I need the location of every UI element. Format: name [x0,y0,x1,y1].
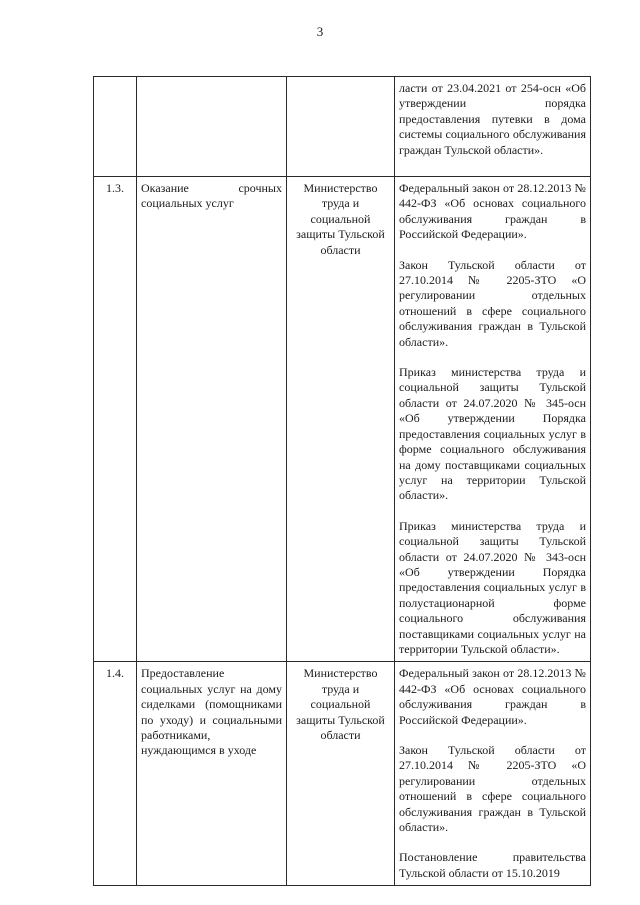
row-number-cell [94,77,137,177]
table-row [94,662,591,886]
responsible-body-cell [287,77,395,177]
row-number-cell: 1.3. [94,177,137,662]
legal-act-paragraph: Закон Тульской области от 27.10.2014 № 2205-ЗТО «О регулировании отдельных отношений в сфере социального обслуживания граждан в Тульской области». [399,743,586,835]
table-row [94,77,591,177]
row-number-cell: 1.4. [94,662,137,886]
legal-acts-cell [395,177,591,662]
legal-act-paragraph: Приказ министерства труда и социальной защиты Тульской области от 24.07.2020 № 343-осн «Об утверждении Порядка предоставления социальных услуг в полустационарной форме социального обслуживания поставщиками социальных услуг на территории Тульской области». [399,518,586,656]
page-number: 3 [316,24,324,39]
responsible-body-cell: Министерство труда и социальной защиты Тульской области [287,662,395,886]
legal-act-paragraph: Федеральный закон от 28.12.2013 № 442-ФЗ «Об основах социального обслуживания граждан в Российской Федерации». [399,181,586,242]
legal-act-paragraph: Закон Тульской области от 27.10.2014 № 2205-ЗТО «О регулировании отдельных отношений в сфере социального обслуживания граждан в Тульской области». [399,257,586,349]
table-row [94,177,591,662]
service-name-cell: Оказание срочных социальных услуг [137,177,287,662]
legal-acts-cell [395,77,591,177]
legal-act-paragraph: Постановление правительства Тульской области от 15.10.2019 [399,850,586,880]
service-name-cell: Предоставление социальных услуг на дому сиделками (помощниками по уходу) и социальными работниками, нуждающимся в уходе [137,662,287,886]
legal-act-paragraph: Федеральный закон от 28.12.2013 № 442-ФЗ «Об основах социального обслуживания граждан в Российской Федерации». [399,666,586,727]
legal-acts-cell [395,662,591,886]
service-name-cell [137,77,287,177]
legal-act-paragraph: ласти от 23.04.2021 от 254-осн «Об утверждении порядка предоставления путевки в дома системы социального обслуживания граждан Тульской области». [399,81,586,157]
services-table [93,76,591,886]
legal-act-paragraph: Приказ министерства труда и социальной защиты Тульской области от 24.07.2020 № 345-осн «Об утверждении Порядка предоставления социальных услуг в форме социального обслуживания на дому поставщиками социальных услуг на территории Тульской области». [399,365,586,503]
responsible-body-cell: Министерство труда и социальной защиты Тульской области [287,177,395,662]
